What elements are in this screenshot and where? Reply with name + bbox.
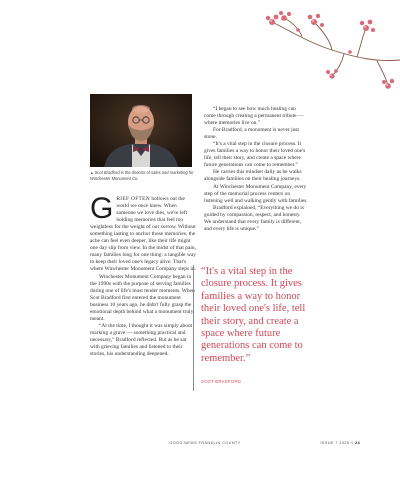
flower-illustration — [262, 0, 400, 92]
paragraph: hollows out the world we once knew. When someone we love dies, we're left holding memories that feel too weightless for the weight of our sorrow. Without something lasting to anchor those memories, the ache can feel even deeper, like their life might one day slip from view. In the midst of that pain, many families long for one thing: a tangible way to keep their loved one's legacy alive. That's where Winchester Monument Company steps in. — [90, 196, 197, 273]
paragraph: “I began to see how much healing can come through creating a permanent tribute — where memories live on.” — [204, 106, 304, 127]
article-left-column — [90, 192, 197, 358]
paragraph: He carries this mindset daily as he walks alongside families on their healing journeys. — [204, 169, 302, 183]
pull-quote: “It's a vital step in the closure process. It gives families a way to honor their loved one's life, tell their story, and create a space where future generations can come to remember.” — [201, 266, 306, 364]
paragraph: Winchester Monument Company began in the 1990s with the purpose of serving families during one of life's most tender moments. When Scot Bradford first entered the monument business 10 years ago, he didn't fully grasp the emotional depth behind what a monument truly meant. — [90, 273, 195, 322]
photo-caption — [90, 170, 196, 181]
lead-paragraph — [90, 192, 197, 274]
paragraph: Bradford explained, “Everything we do is guided by compassion, respect, and honesty. We understand that every family is different, and every life is unique.” — [204, 204, 304, 232]
page-number: 24 — [354, 440, 360, 445]
footer-issue — [300, 440, 360, 445]
paragraph: “At the time, I thought it was simply about marking a grave — something practical and necessary,” Bradford reflected. But as he sat with grieving families and listened to their stories, his understanding deepened. — [90, 322, 193, 358]
article-right-column — [204, 106, 308, 233]
portrait-photo — [90, 94, 192, 167]
paragraph: “It's a vital step in the closure process. It gives families a way to honor their loved one's life, tell their story, and create a space where future generations can come to remember.” — [204, 141, 306, 169]
paragraph: At Winchester Monument Company, every step of the memorial process centers on listening well and walking gently with families. — [204, 183, 308, 204]
issue-label: ISSUE 7 2025 // — [320, 440, 355, 445]
footer-publication: GOOD NEWS FRANKLIN COUNTY — [169, 440, 241, 445]
caption-text: Scot Bradford is the director of sales and marketing for Winchester Monument Co. — [90, 170, 194, 182]
flower-branch-icon — [262, 0, 400, 92]
caption-triangle-icon: ▲ — [90, 171, 94, 175]
paragraph: For Bradford, a monument is never just stone. — [204, 127, 299, 141]
pull-quote-attribution: SCOT BRADFORD — [201, 379, 242, 384]
lead-caps: RIEF OFTEN — [116, 196, 151, 202]
drop-cap: G — [90, 192, 114, 225]
pull-quote-rule — [193, 265, 194, 391]
